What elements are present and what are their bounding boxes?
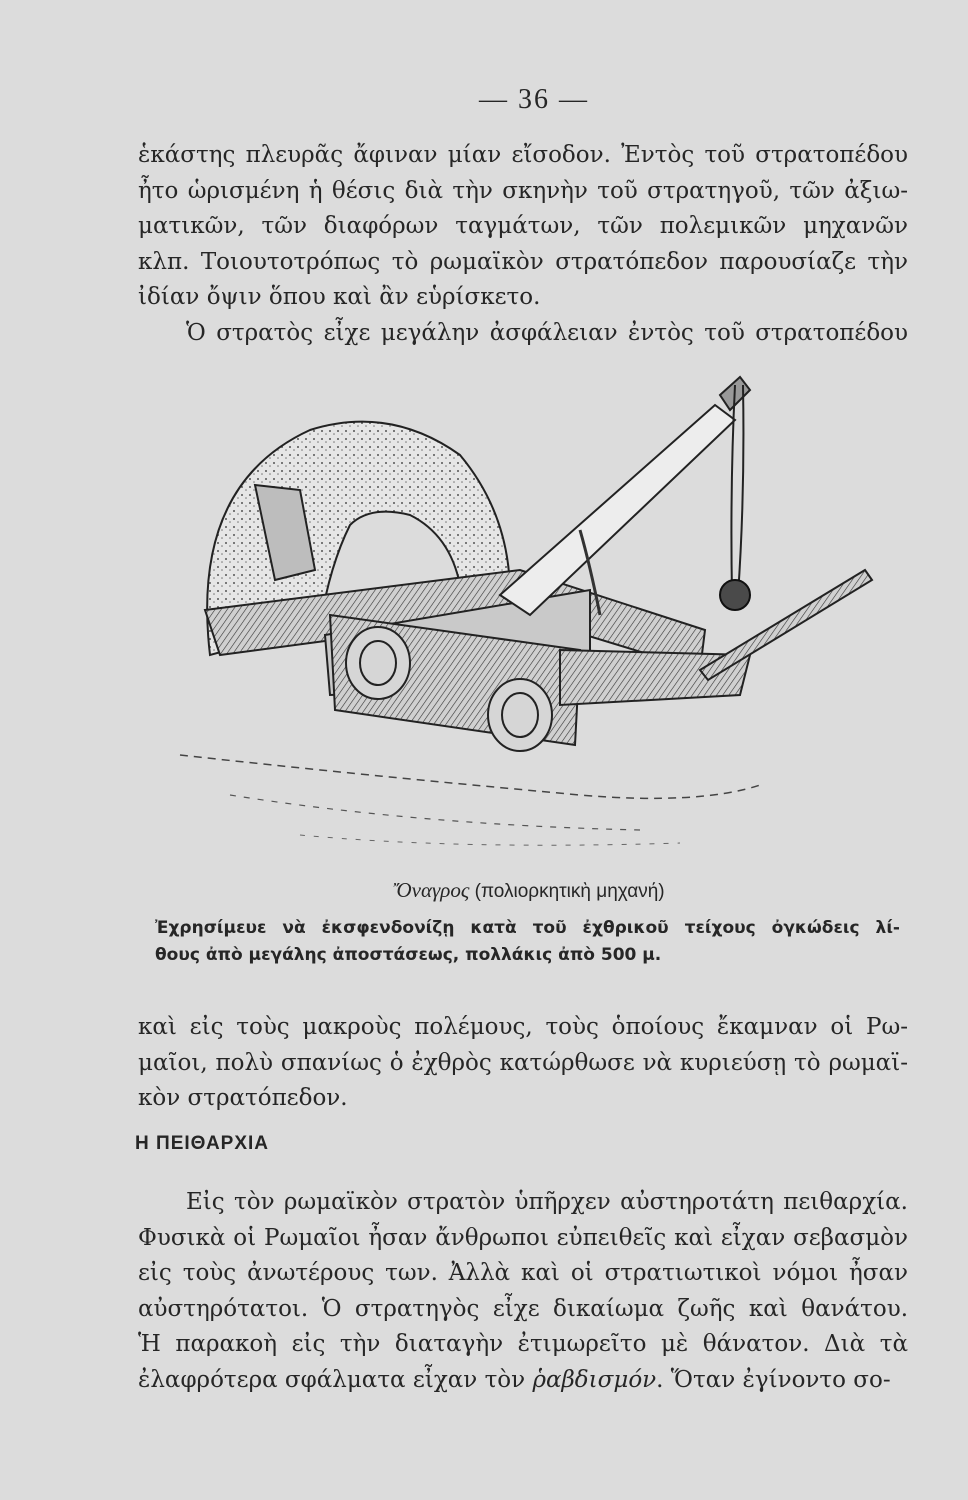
onager-siege-engine-illustration (160, 365, 920, 865)
italic-term: ῥαβδισμόν (532, 1366, 657, 1393)
text-line: κὸν στρατόπεδον. (138, 1085, 348, 1111)
caption-line: Ἐχρησίμευε νὰ ἐκσφενδονίζῃ κατὰ τοῦ ἐχθρικοῦ τείχους ὀγκώδεις λί- (155, 918, 900, 938)
paragraph-camp-security (138, 1010, 908, 1117)
text-line: Φυσικὰ οἱ Ρωμαῖοι ἦσαν ἄνθρωποι εὐπειθεῖς καὶ εἶχαν σεβασμὸν (138, 1224, 908, 1251)
figure-title (0, 878, 968, 903)
text-line: ἦτο ὡρισμένη ἡ θέσις διὰ τὴν σκηνὴν τοῦ στρατηγοῦ, τῶν ἀξιω- (138, 177, 908, 204)
page-number: — 36 — (479, 84, 589, 115)
figure-title-description: (πολιορκητικὴ μηχανή) (474, 881, 665, 902)
text-line: κλπ. Τοιουτοτρόπως τὸ ρωμαϊκὸν στρατόπεδον παρουσίαζε τὴν (138, 248, 908, 275)
paragraph-camp-layout (138, 138, 908, 351)
text-line (138, 1363, 908, 1399)
caption-line: θους ἀπὸ μεγάλης ἀποστάσεως, πολλάκις ἀπὸ 500 μ. (155, 945, 662, 965)
text-line: ἑκάστης πλευρᾶς ἄφιναν μίαν εἴσοδον. Ἐντὸς τοῦ στρατοπέδου (138, 142, 908, 168)
text-line: καὶ εἰς τοὺς μακροὺς πολέμους, τοὺς ὁποίους ἔκαμναν οἱ Ρω- (138, 1014, 908, 1040)
text-run: . Ὅταν ἐγίνοντο σο- (656, 1366, 891, 1393)
text-line: μαῖοι, πολὺ σπανίως ὁ ἐχθρὸς κατώρθωσε νὰ κυριεύσῃ τὸ ρωμαϊ- (138, 1049, 908, 1076)
text-line: Εἰς τὸν ρωμαϊκὸν στρατὸν ὑπῆρχεν αὐστηροτάτη πειθαρχία. (186, 1189, 908, 1215)
figure-caption (155, 915, 900, 969)
text-line: Ὁ στρατὸς εἶχε μεγάλην ἀσφάλειαν ἐντὸς τοῦ στρατοπέδου (186, 319, 908, 346)
paragraph-discipline (138, 1185, 908, 1398)
text-line: Ἡ παρακοὴ εἰς τὴν διαταγὴν ἐτιμωρεῖτο μὲ θάνατον. Διὰ τὰ (138, 1331, 908, 1357)
figure-title-name: Ὄναγρος (393, 878, 470, 902)
text-run: ἐλαφρότερα σφάλματα εἶχαν τὸν (138, 1366, 533, 1393)
text-line: ἰδίαν ὄψιν ὅπου καὶ ἂν εὑρίσκετο. (138, 284, 541, 310)
text-line: ματικῶν, τῶν διαφόρων ταγμάτων, τῶν πολεμικῶν μηχανῶν (138, 213, 908, 239)
text-line: αὐστηρότατοι. Ὁ στρατηγὸς εἶχε δικαίωμα ζωῆς καὶ θανάτου. (138, 1295, 908, 1322)
section-heading: Η ΠΕΙΘΑΡΧΙΑ (135, 1133, 270, 1154)
text-line: εἰς τοὺς ἀνωτέρους των. Ἀλλὰ καὶ οἱ στρατιωτικοὶ νόμοι ἦσαν (138, 1260, 908, 1286)
